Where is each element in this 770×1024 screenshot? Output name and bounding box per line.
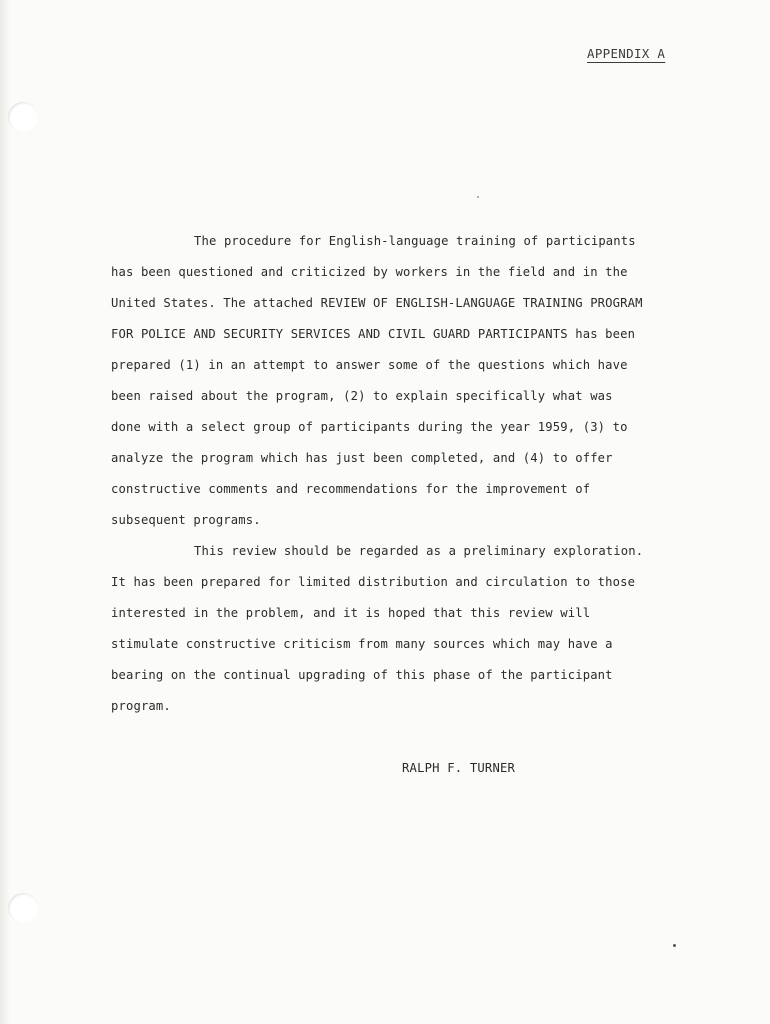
appendix-label: APPENDIX A [587, 46, 666, 61]
paragraph-2-line-4: stimulate constructive criticism from many sources which may have a [111, 637, 613, 651]
paragraph-2-line-3: interested in the problem, and it is hoped that this review will [111, 606, 591, 620]
punch-hole-bottom [8, 893, 38, 923]
paragraph-2-line-1: This review should be regarded as a preliminary exploration. [194, 544, 644, 558]
scan-edge-shadow [0, 0, 10, 1024]
paragraph-1-line-3: United States. The attached REVIEW OF ENGLISH-LANGUAGE TRAINING PROGRAM [111, 296, 643, 310]
punch-hole-top [8, 102, 38, 132]
paragraph-1-line-10: subsequent programs. [111, 513, 261, 527]
ink-speck [673, 944, 676, 947]
signature-name: RALPH F. TURNER [402, 761, 516, 775]
paragraph-2-line-6: program. [111, 699, 171, 713]
paragraph-1-line-1: The procedure for English-language training of participants [194, 234, 636, 248]
paragraph-1-line-9: constructive comments and recommendations for the improvement of [111, 482, 591, 496]
document-body [111, 226, 671, 722]
paragraph-1-line-4: FOR POLICE AND SECURITY SERVICES AND CIVIL GUARD PARTICIPANTS has been [111, 327, 636, 341]
paragraph-1-line-6: been raised about the program, (2) to explain specifically what was [111, 389, 613, 403]
paragraph-1-line-5: prepared (1) in an attempt to answer some of the questions which have [111, 358, 628, 372]
ink-speck-small [477, 196, 479, 198]
paragraph-1-line-7: done with a select group of participants during the year 1959, (3) to [111, 420, 628, 434]
paragraph-2-line-2: It has been prepared for limited distribution and circulation to those [111, 575, 636, 589]
paragraph-2-line-5: bearing on the continual upgrading of this phase of the participant [111, 668, 613, 682]
paragraph-1-line-2: has been questioned and criticized by workers in the field and in the [111, 265, 628, 279]
paragraph-1-line-8: analyze the program which has just been completed, and (4) to offer [111, 451, 613, 465]
